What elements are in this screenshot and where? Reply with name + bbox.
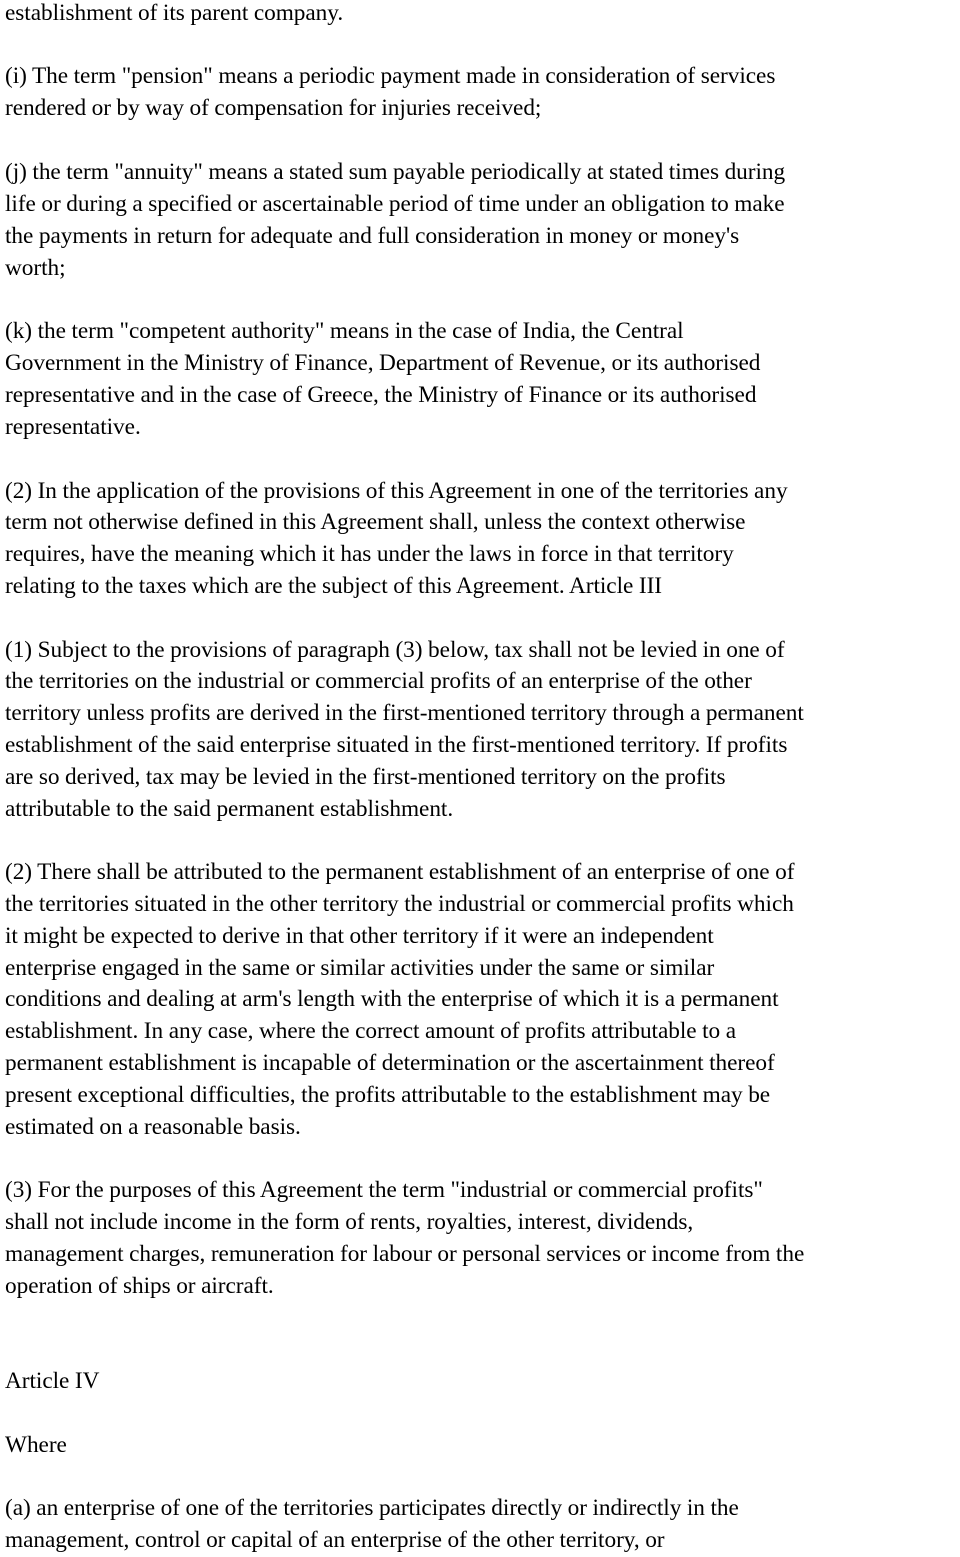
text-line: the territories situated in the other territory the industrial or commercial profits which — [5, 891, 794, 917]
text-line: the payments in return for adequate and full consideration in money or money's — [5, 223, 740, 249]
text-line: permanent establishment is incapable of determination or the ascertainment thereof — [5, 1050, 775, 1076]
text-line: establishment of its parent company. — [5, 0, 344, 26]
text-line: establishment. In any case, where the correct amount of profits attributable to a — [5, 1018, 737, 1044]
text-line: Where — [5, 1432, 67, 1458]
text-line: (3) For the purposes of this Agreement the term "industrial or commercial profits" — [5, 1177, 763, 1203]
text-line: worth; — [5, 255, 66, 281]
text-line: term not otherwise defined in this Agreement shall, unless the context otherwise — [5, 509, 746, 535]
text-line: requires, have the meaning which it has under the laws in force in that territory — [5, 541, 734, 567]
text-line: (1) Subject to the provisions of paragraph (3) below, tax shall not be levied in one of — [5, 637, 785, 663]
text-line: Government in the Ministry of Finance, Department of Revenue, or its authorised — [5, 350, 761, 376]
text-line: (k) the term "competent authority" means in the case of India, the Central — [5, 318, 684, 344]
text-line: representative. — [5, 414, 141, 440]
text-line: are so derived, tax may be levied in the first-mentioned territory on the profits — [5, 764, 726, 790]
text-line: (2) There shall be attributed to the permanent establishment of an enterprise of one of — [5, 859, 795, 885]
text-line: estimated on a reasonable basis. — [5, 1114, 301, 1140]
text-line: relating to the taxes which are the subject of this Agreement. Article III — [5, 573, 662, 599]
article-heading: Article IV — [5, 1368, 100, 1394]
text-line: conditions and dealing at arm's length with the enterprise of which it is a permanent — [5, 986, 779, 1012]
text-line: it might be expected to derive in that other territory if it were an independent — [5, 923, 714, 949]
text-line: attributable to the said permanent establishment. — [5, 796, 454, 822]
text-line: rendered or by way of compensation for injuries received; — [5, 95, 542, 121]
text-line: territory unless profits are derived in the first-mentioned territory through a permanent — [5, 700, 804, 726]
text-line: establishment of the said enterprise situated in the first-mentioned territory. If profits — [5, 732, 788, 758]
text-line: (a) an enterprise of one of the territories participates directly or indirectly in the — [5, 1495, 739, 1521]
text-line: present exceptional difficulties, the profits attributable to the establishment may be — [5, 1082, 771, 1108]
text-line: (i) The term "pension" means a periodic payment made in consideration of services — [5, 63, 776, 89]
text-line: shall not include income in the form of rents, royalties, interest, dividends, — [5, 1209, 694, 1235]
text-line: life or during a specified or ascertainable period of time under an obligation to make — [5, 191, 785, 217]
text-line: (j) the term "annuity" means a stated sum payable periodically at stated times during — [5, 159, 786, 185]
text-line: enterprise engaged in the same or similar activities under the same or similar — [5, 955, 715, 981]
text-line: management charges, remuneration for labour or personal services or income from the — [5, 1241, 805, 1267]
text-line: the territories on the industrial or commercial profits of an enterprise of the other — [5, 668, 752, 694]
text-line: management, control or capital of an enterprise of the other territory, or — [5, 1527, 665, 1553]
text-line: operation of ships or aircraft. — [5, 1273, 274, 1299]
text-line: representative and in the case of Greece, the Ministry of Finance or its authorised — [5, 382, 757, 408]
text-line: (2) In the application of the provisions of this Agreement in one of the territories any — [5, 478, 788, 504]
